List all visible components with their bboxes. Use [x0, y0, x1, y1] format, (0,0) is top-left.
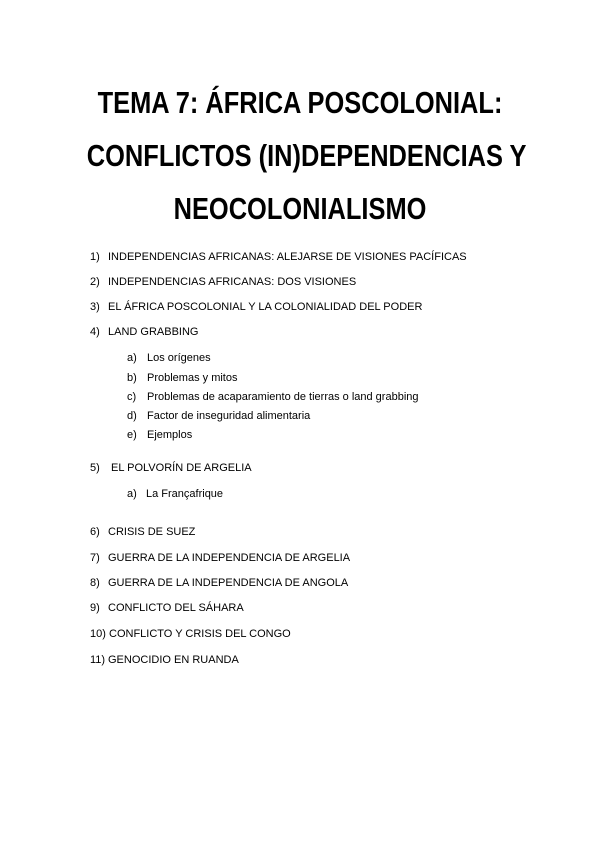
list-text: EL ÁFRICA POSCOLONIAL Y LA COLONIALIDAD DEL PODER [108, 301, 423, 313]
title-line: NEOCOLONIALISMO [173, 191, 427, 226]
title-line: CONFLICTOS (IN)DEPENDENCIAS Y [86, 138, 527, 173]
sub-list-letter: d) [127, 410, 137, 422]
sub-list-letter: a) [127, 352, 137, 364]
sub-list-text: Problemas de acaparamiento de tierras o land grabbing [147, 391, 419, 403]
sub-list-letter: c) [127, 391, 137, 403]
sub-list-letter: a) [127, 488, 137, 500]
list-text: CONFLICTO Y CRISIS DEL CONGO [109, 628, 291, 640]
list-number: 8) [90, 577, 100, 589]
list-text: GENOCIDIO EN RUANDA [108, 654, 239, 666]
list-text: GUERRA DE LA INDEPENDENCIA DE ARGELIA [108, 552, 351, 564]
sub-list-letter: b) [127, 372, 137, 384]
list-number: 5) [90, 462, 100, 474]
list-text: EL POLVORÍN DE ARGELIA [111, 462, 252, 474]
list-text: CONFLICTO DEL SÁHARA [108, 602, 244, 614]
list-number: 9) [90, 602, 100, 614]
list-text: INDEPENDENCIAS AFRICANAS: ALEJARSE DE VISIONES PACÍFICAS [108, 251, 467, 263]
sub-list-text: La Françafrique [146, 488, 224, 500]
page-title [86, 76, 527, 235]
list-number: 7) [90, 552, 100, 564]
list-text: LAND GRABBING [108, 326, 199, 338]
list-text: CRISIS DE SUEZ [108, 526, 196, 538]
sub-list-text: Ejemplos [147, 429, 193, 441]
sub-list-letter: e) [127, 429, 137, 441]
list-number: 6) [90, 526, 100, 538]
sub-list-text: Los orígenes [147, 352, 211, 364]
list-number: 11) [90, 654, 106, 666]
list-text: INDEPENDENCIAS AFRICANAS: DOS VISIONES [108, 276, 357, 288]
list-number: 4) [90, 326, 100, 338]
list-text: GUERRA DE LA INDEPENDENCIA DE ANGOLA [108, 577, 349, 589]
title-line: TEMA 7: ÁFRICA POSCOLONIAL: [97, 85, 503, 120]
list-number: 3) [90, 301, 100, 313]
sub-list-text: Factor de inseguridad alimentaria [147, 410, 311, 422]
sub-list-text: Problemas y mitos [147, 372, 238, 384]
list-number: 2) [90, 276, 100, 288]
list-number: 10) [90, 628, 106, 640]
list-number: 1) [90, 251, 100, 263]
